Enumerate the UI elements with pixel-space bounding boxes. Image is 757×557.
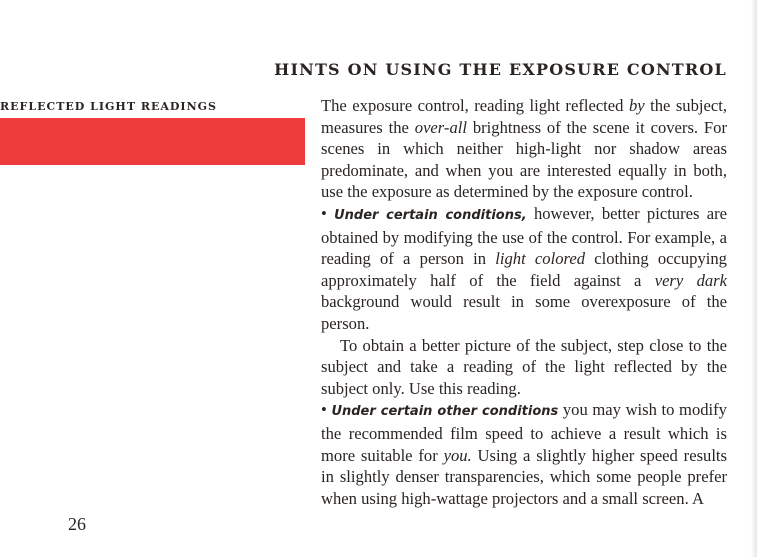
body-text [321,95,727,509]
p2-text-c: clothing occupying approximately half of the field against a [321,249,727,290]
p2-emphasis-very-dark: very dark [654,270,727,290]
bullet-icon: • [321,203,327,223]
page-number: 26 [68,514,86,534]
paragraph-4 [321,399,727,509]
paragraph-3: To obtain a better picture of the subject, step close to the subject and take a reading of the light reflected by the subject only. Use this reading. [321,335,727,398]
p4-text-c: Using a slightly higher speed results in slightly denser transparencies, which some people prefer when using high-wattage projectors and a small screen. A [321,445,727,508]
section-heading: REFLECTED LIGHT READINGS [0,100,217,113]
p4-lead-in: Under certain other conditions [331,404,559,420]
page-title: HINTS ON USING THE EXPOSURE CONTROL [274,60,727,79]
p1-emphasis-by: by [628,96,645,115]
p2-emphasis-light-colored: light colored [495,249,585,269]
p2-text-a: however, better pictures are obtained by modifying the use of the control. For example, a reading of a person in [321,203,728,269]
red-accent-bar [0,118,305,165]
p1-text-c: the subject, measures the [321,96,727,137]
p1-text-e: brightness of the scene it covers. For scenes in which neither high-light nor shadow areas predominate, and when you are interested equally in both, use the exposure as determined by the exposure control. [321,117,727,202]
p1-emphasis-over-all: over-all [414,117,467,137]
p4-text-a: you may wish to modify the recommended film speed to achieve a result which is more suitable for [321,400,727,465]
page-edge-shadow [751,0,757,557]
p1-text-a: The exposure control, reading light reflected [321,96,629,115]
bullet-icon: • [321,400,327,420]
p4-emphasis-you: you. [443,445,472,465]
paragraph-1 [321,95,727,203]
p2-text-e: background would result in some overexposure of the person. [321,292,727,333]
p2-lead-in: Under certain conditions, [334,207,527,223]
paragraph-2 [321,203,727,335]
